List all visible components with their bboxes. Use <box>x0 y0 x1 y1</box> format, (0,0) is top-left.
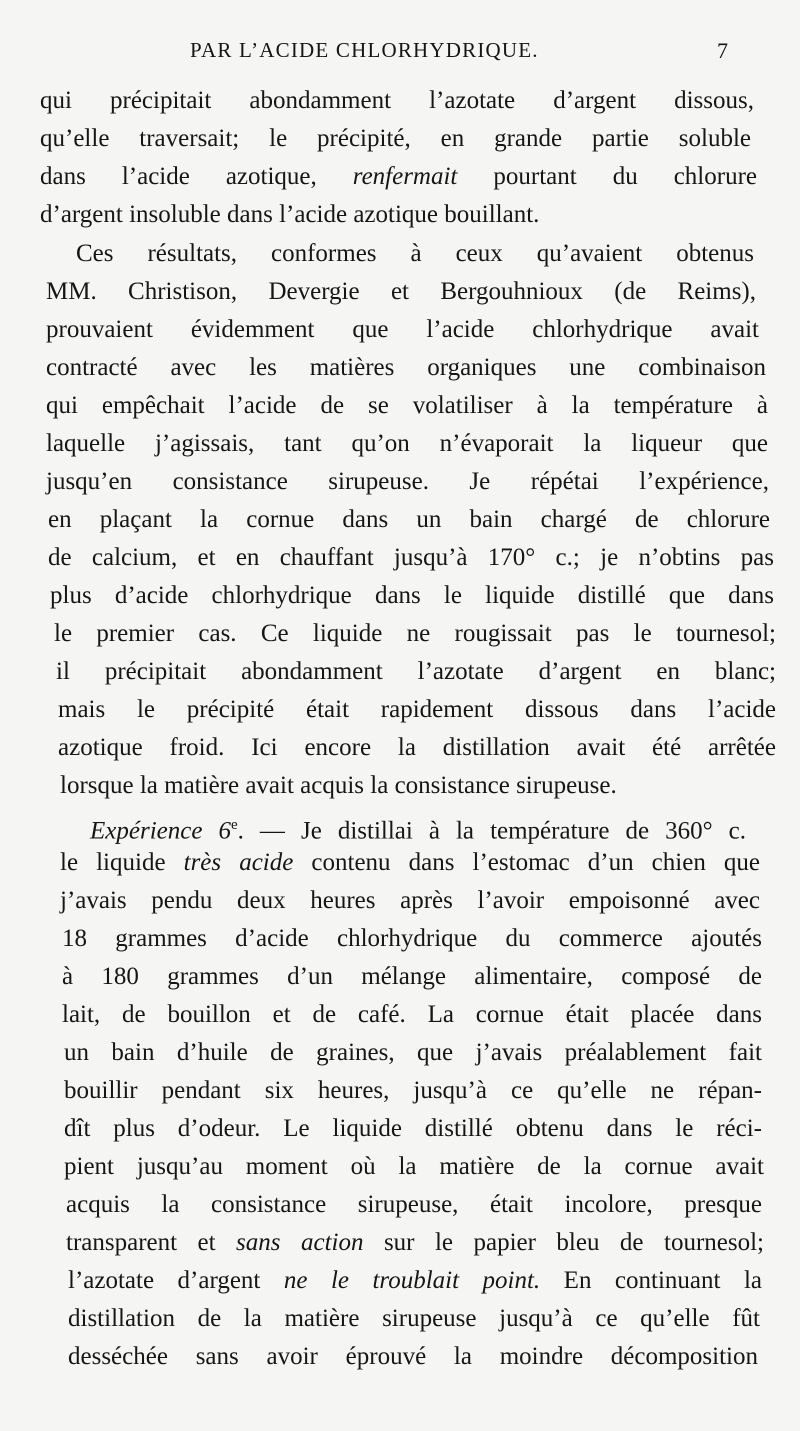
text-line-23: 18 grammes d’acide chlorhydrique du commerce ajoutés <box>62 925 762 952</box>
text-line-34: desséchée sans avoir éprouvé la moindre décomposition <box>68 1343 758 1370</box>
text-line-19: lorsque la matière avait acquis la consistance sirupeuse. <box>60 772 617 799</box>
text-line-29: pient jusqu’au moment où la matière de la cornue avait <box>64 1153 764 1180</box>
text-line-16: il précipitait abondamment l’azotate d’argent en blanc; <box>56 658 776 685</box>
text-line-1: qui précipitait abondamment l’azotate d’argent dissous, <box>40 87 754 114</box>
text-line-3: dans l’acide azotique, renfermait pourtant du chlorure <box>40 163 757 190</box>
text-line-10: laquelle j’agissais, tant qu’on n’évaporait la liqueur que <box>46 430 768 457</box>
page-number: 7 <box>717 38 728 63</box>
text-line-12: en plaçant la cornue dans un bain chargé de chlorure <box>48 506 770 533</box>
text-line-22: j’avais pendu deux heures après l’avoir empoisonné avec <box>60 887 760 914</box>
text-line-21: le liquide très acide contenu dans l’estomac d’un chien que <box>60 849 760 876</box>
text-line-33: distillation de la matière sirupeuse jusqu’à ce qu’elle fût <box>68 1305 760 1332</box>
text-line-25: lait, de bouillon et de café. La cornue était placée dans <box>62 1001 762 1028</box>
text-line-9: qui empêchait l’acide de se volatiliser à la température à <box>46 392 768 419</box>
text-line-5: Ces résultats, conformes à ceux qu’avaient obtenus <box>76 240 754 267</box>
text-line-4: d’argent insoluble dans l’acide azotique bouillant. <box>40 201 540 228</box>
text-line-32: l’azotate d’argent ne le troublait point. En continuant la <box>68 1267 762 1294</box>
text-line-14: plus d’acide chlorhydrique dans le liquide distillé que dans <box>50 582 774 609</box>
text-line-13: de calcium, et en chauffant jusqu’à 170° c.; je n’obtins pas <box>48 544 774 571</box>
text-line-24: à 180 grammes d’un mélange alimentaire, composé de <box>62 963 762 990</box>
text-line-20: Expérience 6e. — Je distillai à la température de 360° c. <box>90 817 746 845</box>
text-line-2: qu’elle traversait; le précipité, en grande partie soluble <box>40 125 751 152</box>
text-line-28: dît plus d’odeur. Le liquide distillé obtenu dans le réci- <box>64 1115 762 1142</box>
text-line-11: jusqu’en consistance sirupeuse. Je répétai l’expérience, <box>46 468 769 495</box>
text-line-27: bouillir pendant six heures, jusqu’à ce qu’elle ne répan- <box>64 1077 762 1104</box>
body-text <box>0 82 800 1402</box>
text-line-8: contracté avec les matières organiques une combinaison <box>46 354 766 381</box>
text-line-31: transparent et sans action sur le papier bleu de tournesol; <box>66 1229 764 1256</box>
text-line-17: mais le précipité était rapidement dissous dans l’acide <box>58 696 776 723</box>
text-line-7: prouvaient évidemment que l’acide chlorhydrique avait <box>46 316 759 343</box>
running-head: PAR L’ACIDE CHLORHYDRIQUE. <box>190 38 539 62</box>
text-line-18: azotique froid. Ici encore la distillation avait été arrêtée <box>58 734 776 761</box>
text-line-6: MM. Christison, Devergie et Bergouhnioux (de Reims), <box>46 278 756 305</box>
text-line-26: un bain d’huile de graines, que j’avais préalablement fait <box>64 1039 762 1066</box>
text-line-30: acquis la consistance sirupeuse, était incolore, presque <box>66 1191 762 1218</box>
page-header <box>0 34 800 74</box>
text-line-15: le premier cas. Ce liquide ne rougissait pas le tournesol; <box>54 620 776 647</box>
